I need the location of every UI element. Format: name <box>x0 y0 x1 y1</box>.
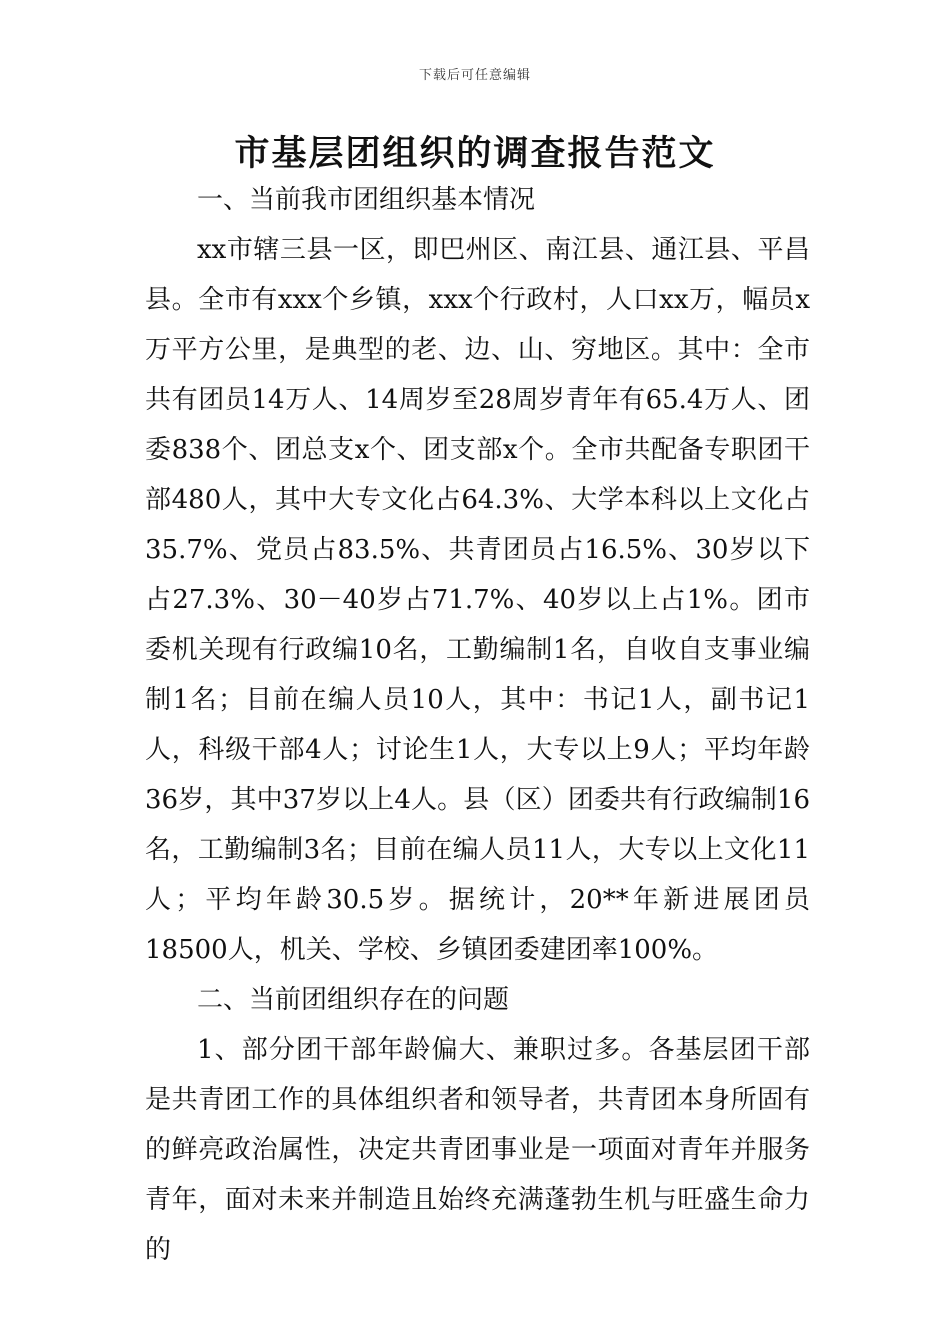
body-paragraph-1: xx市辖三县一区，即巴州区、南江县、通江县、平昌县。全市有xxx个乡镇，xxx个行政村，人口xx万，幅员x万平方公里，是典型的老、边、山、穷地区。其中：全市共有团员14万人、14周岁至28周岁青年有65.4万人、团委838个、团总支x个、团支部x个。全市共配备专职团干部480人，其中大专文化占64.3%、大学本科以上文化占35.7%、党员占83.5%、共青团员占16.5%、30岁以下占27.3%、30－40岁占71.7%、40岁以上占1%。团市委机关现有行政编10名，工勤编制1名，自收自支事业编制1名；目前在编人员10人，其中：书记1人，副书记1人，科级干部4人；讨论生1人，大专以上9人；平均年龄36岁，其中37岁以上4人。县（区）团委共有行政编制16名，工勤编制3名；目前在编人员11人，大专以上文化11人；平均年龄30.5岁。据统计，20**年新进展团员18500人，机关、学校、乡镇团委建团率100%。 <box>145 235 810 965</box>
document-title: 市基层团组织的调查报告范文 <box>234 134 716 174</box>
body-paragraph-2: 1、部分团干部年龄偏大、兼职过多。各基层团干部是共青团工作的具体组织者和领导者，共青团本身所固有的鲜亮政治属性，决定共青团事业是一项面对青年并服务青年，面对未来并制造且始终充满蓬勃生机与旺盛生命力的 <box>145 1035 810 1265</box>
header-note: 下载后可任意编辑 <box>418 68 531 83</box>
section-heading-1: 一、当前我市团组织基本情况 <box>197 185 536 215</box>
document-body <box>145 175 810 1275</box>
section-heading-2: 二、当前团组织存在的问题 <box>197 985 510 1015</box>
